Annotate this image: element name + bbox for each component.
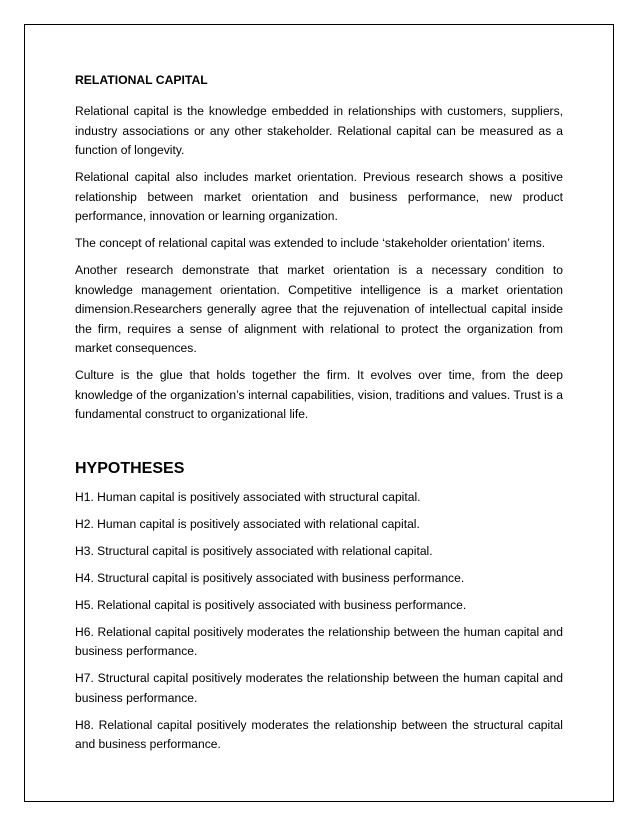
hypothesis-h5: H5. Relational capital is positively associated with business performance. <box>75 597 467 612</box>
paragraph-2: Relational capital also includes market orientation. Previous research shows a positive relationship between market orientation and business performance, new product performance, innovation or learning organization. <box>75 170 563 223</box>
hypothesis-h2: H2. Human capital is positively associated with relational capital. <box>75 516 420 531</box>
hypothesis-h3: H3. Structural capital is positively associated with relational capital. <box>75 543 433 558</box>
section-title: RELATIONAL CAPITAL <box>75 73 208 87</box>
hypotheses-title: HYPOTHESES <box>75 459 185 477</box>
hypothesis-h6: H6. Relational capital positively moderates the relationship between the human capital and business performance. <box>75 624 563 658</box>
paragraph-1: Relational capital is the knowledge embedded in relationships with customers, suppliers, industry associations or any other stakeholder. Relational capital can be measured as a function of longevity. <box>75 104 563 157</box>
hypothesis-h8: H8. Relational capital positively moderates the relationship between the structural capital and business performance. <box>75 717 563 751</box>
hypothesis-h7: H7. Structural capital positively moderates the relationship between the human capital and business performance. <box>75 671 563 705</box>
paragraph-3: The concept of relational capital was extended to include ‘stakeholder orientation’ items. <box>75 236 546 250</box>
paragraph-4: Another research demonstrate that market orientation is a necessary condition to knowledge management orientation. Competitive intelligence is a market orientation dimension.Researchers generally agree that the rejuvenation of intellectual capital inside the firm, requires a sense of alignment with relational to protect the organization from market consequences. <box>75 263 563 355</box>
hypothesis-h4: H4. Structural capital is positively associated with business performance. <box>75 570 465 585</box>
document-body <box>75 70 563 762</box>
paragraph-5: Culture is the glue that holds together the firm. It evolves over time, from the deep knowledge of the organization’s internal capabilities, vision, traditions and values. Trust is a fundamental construct to organizational life. <box>75 368 563 421</box>
hypothesis-h1: H1. Human capital is positively associated with structural capital. <box>75 489 421 504</box>
